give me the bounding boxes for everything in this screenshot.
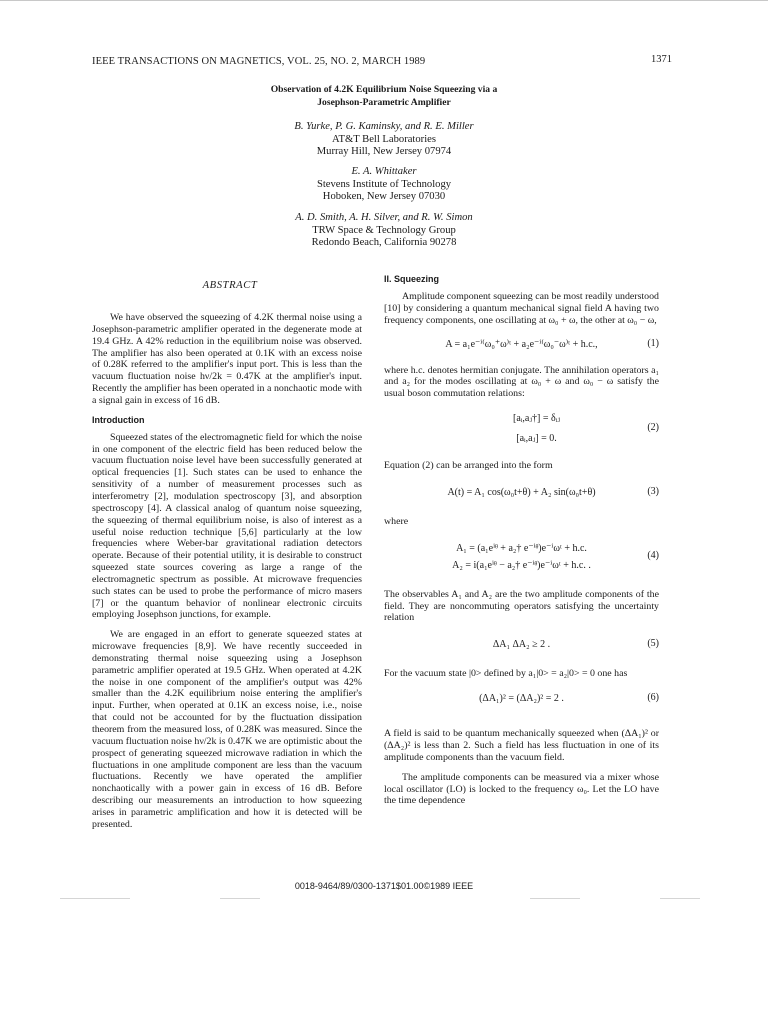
left-column <box>92 280 362 831</box>
squeezing-paragraph-3: Equation (2) can be arranged into the form <box>384 460 553 472</box>
author-names: E. A. Whittaker <box>351 166 417 177</box>
squeezing-paragraph-5: The observables A₁ and A₂ are the two amplitude components of the field. They are noncommuting operators satisfying the uncertainty relation <box>384 588 659 624</box>
institution-address: Murray Hill, New Jersey 07974 <box>316 146 452 157</box>
scan-artifact-line <box>530 898 580 899</box>
institution-address: Hoboken, New Jersey 07030 <box>322 191 446 202</box>
squeezing-paragraph-2: where h.c. denotes hermitian conjugate. The annihilation operators a₁ and a₂ for the modes oscillating at ω₀ + ω and ω₀ − ω satisfy the usual boson commutation relations: <box>384 364 659 400</box>
scan-artifact-line <box>220 898 260 899</box>
equation-6 <box>384 692 659 706</box>
equation-4-number: (4) <box>647 549 659 561</box>
equation-2 <box>384 412 659 446</box>
squeezing-paragraph-1: Amplitude component squeezing can be most readily understood [10] by considering a quantum mechanical signal field A having two frequency components, one oscillating at ω₀ + ω, the other at ω₀ − ω, <box>384 291 659 326</box>
institution: TRW Space & Technology Group <box>312 224 456 236</box>
introduction-paragraph-2: We are engaged in an effort to generate squeezed states at microwave frequencies [8,9]. We have recently succeeded in demonstrating thermal noise squeezing using a Josephson parametric amplifier operated at 19.5 GHz. When operated at 4.2K the noise in one component of the amplifier's output was 42% smaller than the 4.2K equilibrium noise entering the amplifier's input. Further, when operated at 0.1K an excess noise, i.e., noise that could not be accounted for by the fluctuation dissipation theorem from the measured loss, of 0.28K was measured. Since the vacuum fluctuation noise hν/2k is 0.47K we are optimistic about the prospect of generating squeezed microwave radiation in which the fluctuations in one amplitude component are less than the vacuum fluctuations. Recently we have operated the amplifier nonchaotically with a power gain in excess of 16 dB. Before describing our measurements an introduction to how squeezing arises in parametric amplification and how it is detected will be presented. <box>92 629 362 830</box>
equation-3-number: (3) <box>647 485 659 497</box>
paper-title <box>200 83 568 109</box>
introduction-heading: Introduction <box>92 414 145 425</box>
scan-artifact-line <box>60 898 130 899</box>
scan-artifact-line <box>660 898 700 899</box>
squeezing-paragraph-4: where <box>384 515 409 527</box>
affiliation-block-3 <box>200 212 568 250</box>
equation-4-line-2: A₂ = i(a₁eⁱᶿ − a₂† e⁻ⁱᶿ)e⁻ⁱωᵗ + h.c. . <box>452 559 591 571</box>
equation-4 <box>384 542 659 573</box>
institution: AT&T Bell Laboratories <box>332 133 436 145</box>
squeezing-paragraph-7: A field is said to be quantum mechanically squeezed when (ΔA₁)² or (ΔA₂)² is less than 2. Such a field has less fluctuation in one of its amplitude components than the vacuum field. <box>384 728 659 763</box>
equation-2-line-1: [aᵢ,aⱼ†] = δᵢⱼ <box>513 413 560 425</box>
title-line-1: Observation of 4.2K Equilibrium Noise Squeezing via a <box>270 84 498 95</box>
equation-5-body: ΔA₁ ΔA₂ ≥ 2 . <box>492 639 551 651</box>
equation-2-number: (2) <box>647 422 659 434</box>
affiliation-block-2 <box>200 166 568 204</box>
squeezing-paragraph-6: For the vacuum state |0> defined by a₁|0> = a₂|0> = 0 one has <box>384 668 628 680</box>
squeezing-heading: II. Squeezing <box>384 274 440 284</box>
journal-header: IEEE TRANSACTIONS ON MAGNETICS, VOL. 25, NO. 2, MARCH 1989 <box>92 56 426 67</box>
equation-1 <box>384 338 659 352</box>
copyright-footer: 0018-9464/89/0300-1371$01.00©1989 IEEE <box>294 881 474 891</box>
abstract-heading: ABSTRACT <box>202 280 258 291</box>
equation-1-body: A = a₁e⁻ⁱ⁽ω₀⁺ω⁾ᵗ + a₂e⁻ⁱ⁽ω₀⁻ω⁾ᵗ + h.c., <box>445 338 598 350</box>
affiliation-block-1 <box>200 121 568 159</box>
squeezing-paragraph-8: The amplitude components can be measured via a mixer whose local oscillator (LO) is locked to the frequency ω₀. Let the LO have the time dependence <box>384 771 659 807</box>
equation-2-line-2: [aᵢ,aⱼ] = 0. <box>516 433 557 445</box>
right-column <box>384 274 659 807</box>
equation-6-number: (6) <box>647 692 659 704</box>
equation-3-body: A(t) = A₁ cos(ω₀t+θ) + A₂ sin(ω₀t+θ) <box>447 486 596 498</box>
title-line-2: Josephson-Parametric Amplifier <box>317 97 451 108</box>
page-number: 1371 <box>651 54 672 65</box>
institution: Stevens Institute of Technology <box>316 178 452 190</box>
scan-edge-line <box>0 0 768 1</box>
equation-4-line-1: A₁ = (a₁eⁱᶿ + a₂† e⁻ⁱᶿ)e⁻ⁱωᵗ + h.c. <box>456 542 587 554</box>
equation-3 <box>384 486 659 500</box>
equation-5-number: (5) <box>647 638 659 650</box>
institution-address: Redondo Beach, California 90278 <box>311 237 457 248</box>
author-names: B. Yurke, P. G. Kaminsky, and R. E. Miller <box>294 121 474 132</box>
equation-5 <box>384 638 659 652</box>
author-names: A. D. Smith, A. H. Silver, and R. W. Simon <box>295 212 473 223</box>
equation-1-number: (1) <box>647 337 659 349</box>
equation-6-body: (ΔA₁)² = (ΔA₂)² = 2 . <box>479 693 564 705</box>
introduction-paragraph-1: Squeezed states of the electromagnetic field for which the noise in one component of the electric field has been reduced below the vacuum fluctuation noise level have been successfully generated at optical frequencies [1]. Such states can be used to enhance the sensitivity of a number of measurement processes such as interferometry [2], modulation spectroscopy [3], and absorption spectroscopy [4]. A classical analog of quantum noise squeezing, the squeezing of thermal equilibrium noise, is also of interest as a useful noise reduction technique [5,6] particularly at the low frequencies where Weber-bar gravitational radiation detectors operate. Because of their potential utility, it is desirable to construct squeezed state sources covering as large a range of the electromagnetic spectrum as possible. At microwave frequencies such states can be used to probe the performance of micro masers [7] or the quantum behavior of nonlinear electronic circuits employing Josephson junctions, for example. <box>92 431 362 621</box>
abstract-text: We have observed the squeezing of 4.2K thermal noise using a Josephson-parametric amplifier operated in the degenerate mode at 19.4 GHz. A 42% reduction in the equilibrium noise was observed. The amplifier has also been operated at 0.1K with an excess noise of 0.28K referred to the amplifier's input port. This is less than the vacuum fluctuation noise hν/2k = 0.47K at the amplifier's input. Recently the amplifier has been operated in a nonchaotic mode with a signal gain in excess of 16 dB. <box>92 312 362 406</box>
